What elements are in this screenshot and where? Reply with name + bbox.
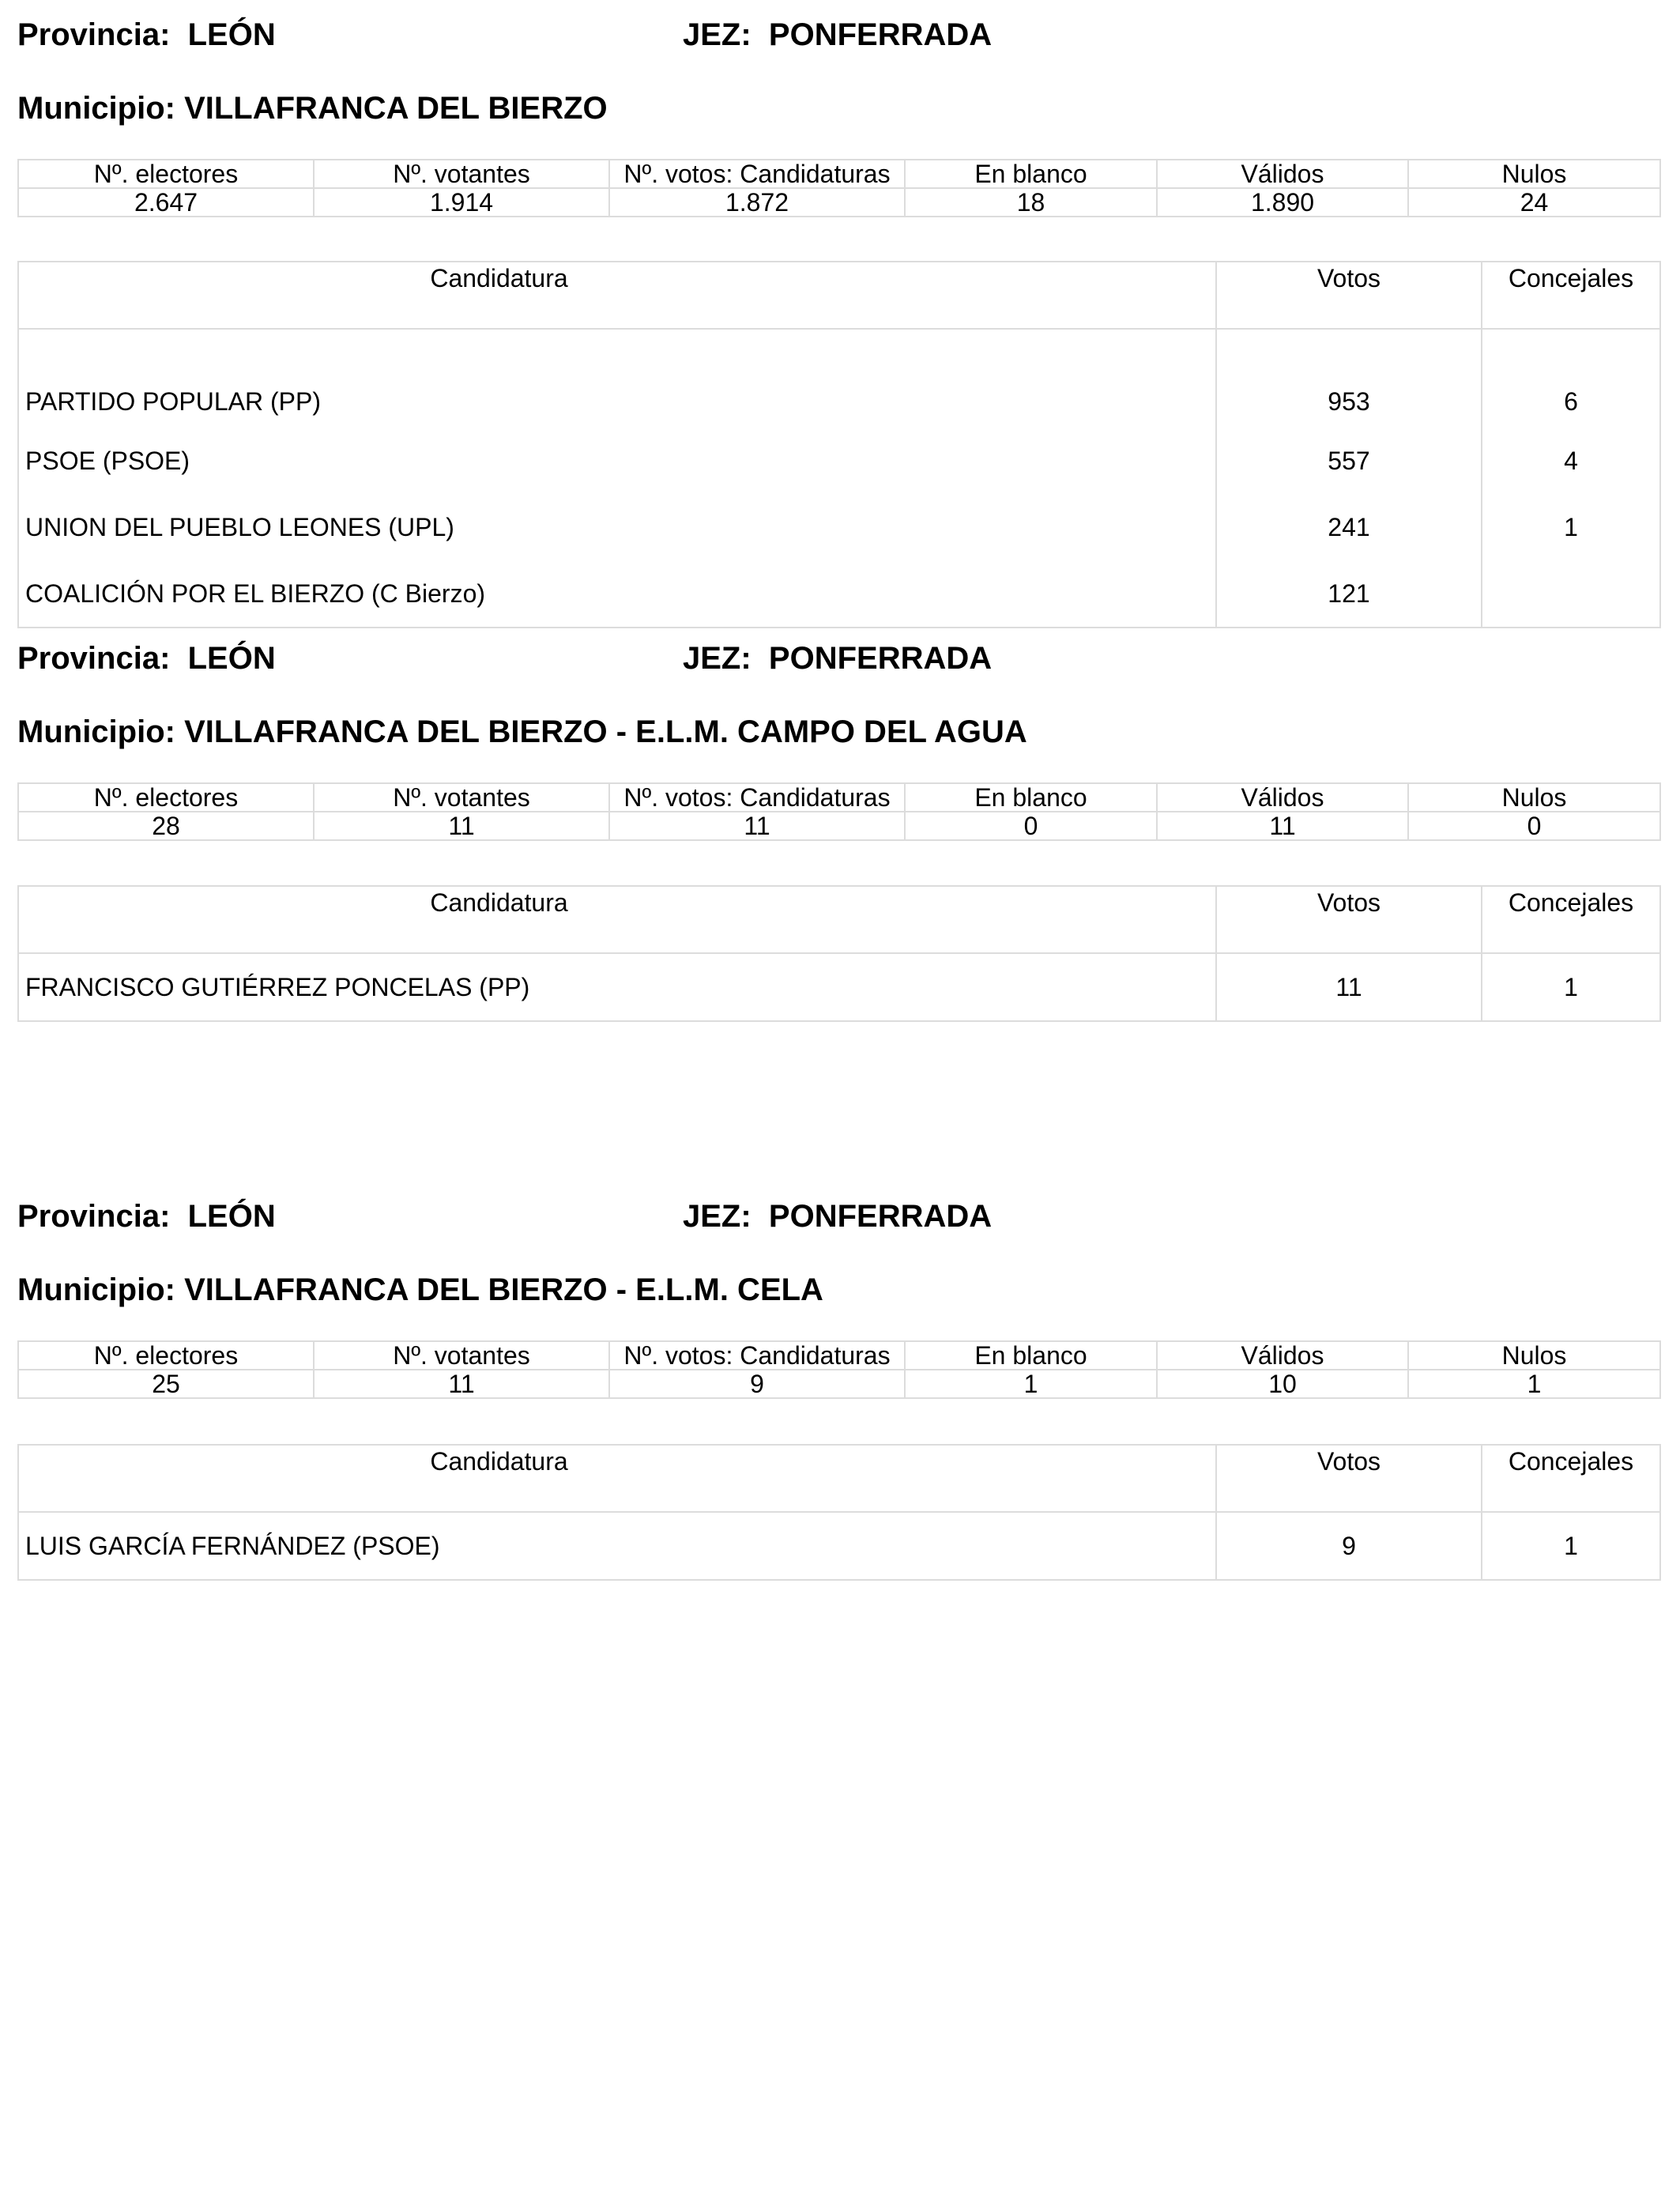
stat-header-electores: Nº. electores: [18, 1341, 314, 1370]
municipio-title: Municipio: VILLAFRANCA DEL BIERZO - E.L.M. CAMPO DEL AGUA: [17, 714, 1027, 749]
stats-value-row: [18, 812, 1660, 840]
candidatura-concejales: [1482, 560, 1660, 628]
municipio-title: Municipio: VILLAFRANCA DEL BIERZO - E.L.M. CELA: [17, 1272, 823, 1307]
stat-value-nulos: 24: [1408, 188, 1660, 217]
col-header-concejales: Concejales: [1482, 262, 1660, 329]
candidaturas-table: [17, 261, 1661, 628]
stats-value-row: [18, 188, 1660, 217]
stat-header-votantes: Nº. votantes: [314, 783, 609, 812]
stat-header-votantes: Nº. votantes: [314, 160, 609, 188]
candidatura-votos: 241: [1216, 494, 1482, 560]
stat-header-validos: Válidos: [1157, 160, 1408, 188]
stat-header-electores: Nº. electores: [18, 783, 314, 812]
candidatura-votos: 121: [1216, 560, 1482, 628]
candidatura-votos: 953: [1216, 329, 1482, 428]
candidatura-concejales: 4: [1482, 428, 1660, 494]
col-header-concejales: Concejales: [1482, 1445, 1660, 1512]
stat-value-votos-candidaturas: 1.872: [609, 188, 905, 217]
table-row: [18, 560, 1660, 628]
candidatura-name: UNION DEL PUEBLO LEONES (UPL): [18, 494, 1216, 560]
stat-value-nulos: 1: [1408, 1370, 1660, 1398]
table-row: [18, 428, 1660, 494]
stat-header-votos-candidaturas: Nº. votos: Candidaturas: [609, 783, 905, 812]
stat-value-validos: 1.890: [1157, 188, 1408, 217]
candidatura-votos: 557: [1216, 428, 1482, 494]
stats-table: [17, 1340, 1661, 1399]
stat-value-electores: 28: [18, 812, 314, 840]
table-row: [18, 1512, 1660, 1580]
candidaturas-header-row: [18, 1445, 1660, 1512]
stats-header-row: [18, 783, 1660, 812]
candidatura-name: PSOE (PSOE): [18, 428, 1216, 494]
stat-value-validos: 11: [1157, 812, 1408, 840]
table-row: [18, 953, 1660, 1021]
candidatura-name: FRANCISCO GUTIÉRREZ PONCELAS (PP): [18, 953, 1216, 1021]
table-row: [18, 494, 1660, 560]
stat-header-electores: Nº. electores: [18, 160, 314, 188]
stat-value-nulos: 0: [1408, 812, 1660, 840]
stats-table: [17, 159, 1661, 217]
jez-label: JEZ: PONFERRADA: [683, 1199, 993, 1234]
candidatura-votos: 9: [1216, 1512, 1482, 1580]
stat-header-votantes: Nº. votantes: [314, 1341, 609, 1370]
candidatura-votos: 11: [1216, 953, 1482, 1021]
stat-header-nulos: Nulos: [1408, 783, 1660, 812]
stat-header-votos-candidaturas: Nº. votos: Candidaturas: [609, 1341, 905, 1370]
jez-label: JEZ: PONFERRADA: [683, 641, 993, 676]
stat-value-en-blanco: 1: [905, 1370, 1157, 1398]
stat-header-nulos: Nulos: [1408, 160, 1660, 188]
provincia-label: Provincia: LEÓN: [17, 17, 276, 52]
table-row: [18, 329, 1660, 428]
jez-label: JEZ: PONFERRADA: [683, 17, 993, 52]
stat-value-en-blanco: 0: [905, 812, 1157, 840]
stat-header-validos: Válidos: [1157, 1341, 1408, 1370]
candidaturas-table: [17, 885, 1661, 1022]
stats-header-row: [18, 160, 1660, 188]
col-header-candidatura: Candidatura: [18, 886, 1216, 953]
stat-header-en-blanco: En blanco: [905, 1341, 1157, 1370]
stat-value-votantes: 11: [314, 1370, 609, 1398]
stat-value-votantes: 1.914: [314, 188, 609, 217]
stat-value-votos-candidaturas: 11: [609, 812, 905, 840]
candidatura-concejales: 6: [1482, 329, 1660, 428]
candidatura-name: PARTIDO POPULAR (PP): [18, 329, 1216, 428]
col-header-votos: Votos: [1216, 262, 1482, 329]
col-header-concejales: Concejales: [1482, 886, 1660, 953]
col-header-votos: Votos: [1216, 886, 1482, 953]
col-header-candidatura: Candidatura: [18, 1445, 1216, 1512]
col-header-votos: Votos: [1216, 1445, 1482, 1512]
candidatura-concejales: 1: [1482, 494, 1660, 560]
candidatura-concejales: 1: [1482, 1512, 1660, 1580]
stat-value-electores: 2.647: [18, 188, 314, 217]
stats-header-row: [18, 1341, 1660, 1370]
col-header-candidatura: Candidatura: [18, 262, 1216, 329]
candidatura-name: COALICIÓN POR EL BIERZO (C Bierzo): [18, 560, 1216, 628]
candidaturas-header-row: [18, 886, 1660, 953]
stat-header-en-blanco: En blanco: [905, 160, 1157, 188]
municipio-title: Municipio: VILLAFRANCA DEL BIERZO: [17, 91, 608, 126]
candidatura-name: LUIS GARCÍA FERNÁNDEZ (PSOE): [18, 1512, 1216, 1580]
stat-header-nulos: Nulos: [1408, 1341, 1660, 1370]
candidaturas-header-row: [18, 262, 1660, 329]
provincia-label: Provincia: LEÓN: [17, 1199, 276, 1234]
stat-header-votos-candidaturas: Nº. votos: Candidaturas: [609, 160, 905, 188]
stat-header-validos: Válidos: [1157, 783, 1408, 812]
candidatura-concejales: 1: [1482, 953, 1660, 1021]
stat-value-validos: 10: [1157, 1370, 1408, 1398]
stat-value-votantes: 11: [314, 812, 609, 840]
candidaturas-table: [17, 1444, 1661, 1581]
stat-value-electores: 25: [18, 1370, 314, 1398]
stat-value-en-blanco: 18: [905, 188, 1157, 217]
stats-value-row: [18, 1370, 1660, 1398]
stat-value-votos-candidaturas: 9: [609, 1370, 905, 1398]
stat-header-en-blanco: En blanco: [905, 783, 1157, 812]
provincia-label: Provincia: LEÓN: [17, 641, 276, 676]
stats-table: [17, 782, 1661, 841]
